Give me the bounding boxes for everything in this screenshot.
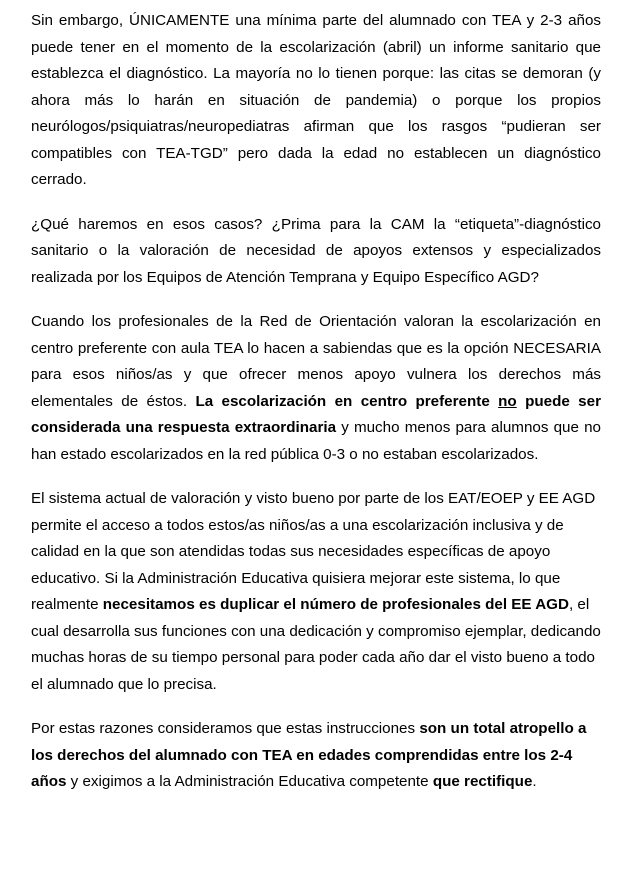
paragraph-5-bold-2: que rectifique bbox=[432, 773, 533, 790]
paragraph-3-text-c: y mucho menos para alumnos que no han estado escolarizados en la red pública 0-3 o no estaban escolarizados. bbox=[31, 419, 601, 463]
underlined-no: no bbox=[498, 392, 517, 410]
paragraph-4-text-c: , el cual desarrolla sus funciones con una dedicación y compromiso ejemplar, dedicando muchas horas de su tiempo personal para poder cada año dar el visto bueno a todo el alumnado que lo precisa. bbox=[31, 596, 601, 693]
paragraph-5-text-c: y exigimos a la Administración Educativa competente bbox=[66, 773, 433, 790]
paragraph-5-text-a: Por estas razones consideramos que estas instrucciones bbox=[31, 720, 420, 737]
paragraph-3-text-a: Cuando los profesionales de la Red de Orientación valoran la escolarización en centro preferente con aula TEA lo hacen a sabiendas que es la opción NECESARIA para esos niños/as y que ofrecer menos apoyo vulnera los derechos más elementales de éstos. bbox=[31, 313, 601, 410]
paragraph-3-bold-b: puede ser considerada una respuesta extraordinaria bbox=[31, 392, 601, 436]
paragraph-1: Sin embargo, ÚNICAMENTE una mínima parte del alumnado con TEA y 2-3 años puede tener en el momento de la escolarización (abril) un informe sanitario que establezca el diagnóstico. La mayoría no lo tienen porque: las citas se demoran (y ahora más lo harán en situación de pandemia) o porque los propios neurólogos/psiquiatras/neuropediatras afirman que los rasgos “pudieran ser compatibles con TEA-TGD” pero dada la edad no establecen un diagnóstico cerrado. bbox=[31, 12, 601, 188]
paragraph-2: ¿Qué haremos en esos casos? ¿Prima para la CAM la “etiqueta”-diagnóstico sanitario o la valoración de necesidad de apoyos extensos y especializados realizada por los Equipos de Atención Temprana y Equipo Específico AGD? bbox=[31, 215, 601, 286]
paragraph-3-bold-a: La escolarización en centro preferente bbox=[195, 392, 499, 410]
paragraph-4-text-a: El sistema actual de valoración y visto bueno por parte de los EAT/EOEP y EE AGD permite el acceso a todos estos/as niños/as a una escolarización inclusiva y de calidad en la que son atendidas todas sus necesidades específicas de apoyo educativo. Si la Administración Educativa quisiera mejorar este sistema, lo que realmente bbox=[31, 490, 596, 613]
paragraph-5-text-e: . bbox=[532, 773, 537, 790]
paragraph-4-bold: necesitamos es duplicar el número de profesionales del EE AGD bbox=[102, 596, 569, 613]
document-body bbox=[31, 8, 601, 814]
paragraph-5-bold-1: son un total atropello a los derechos del alumnado con TEA en edades comprendidas entre los 2-4 años bbox=[31, 720, 587, 790]
paragraph-5 bbox=[31, 716, 601, 796]
paragraph-4 bbox=[31, 486, 601, 698]
paragraph-3 bbox=[31, 309, 601, 468]
